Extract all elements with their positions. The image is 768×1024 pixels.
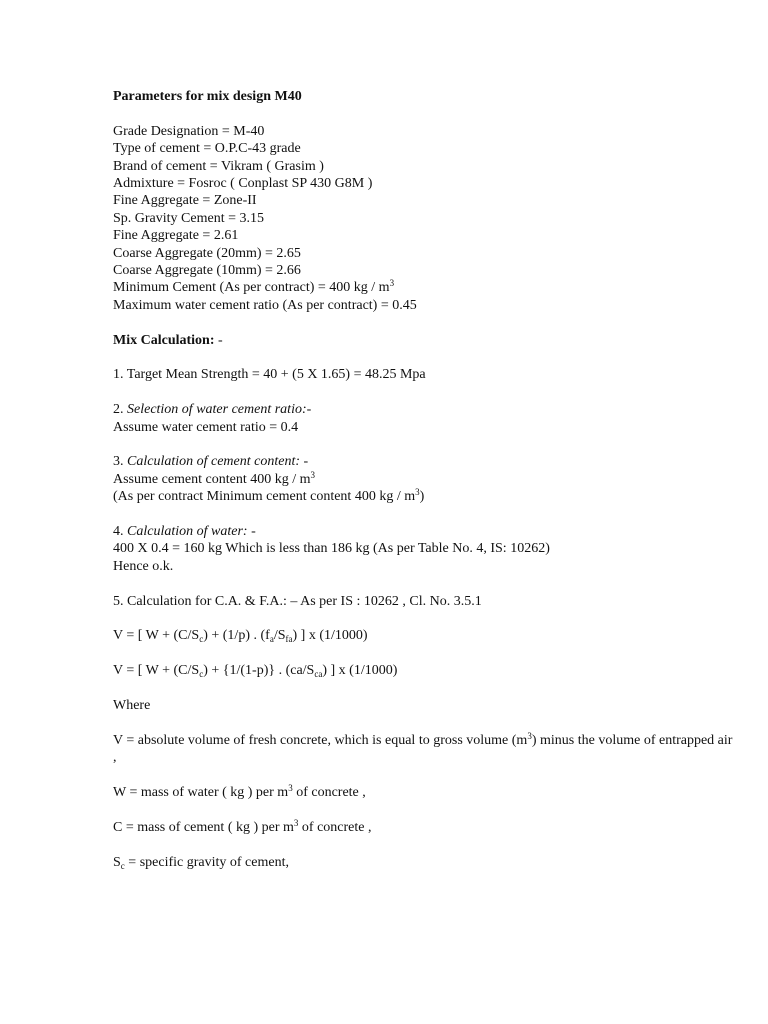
spacer [113,645,733,662]
param-max-wc-ratio: Maximum water cement ratio (As per contract) = 0.45 [113,297,417,313]
step-2-line: Assume water cement ratio = 0.4 [113,419,299,435]
step-number: 4. [113,524,127,540]
param-min-cement [113,279,733,296]
spacer [113,384,733,401]
spacer [113,836,733,853]
mix-calculation-dash: - [214,332,223,348]
spacer [113,436,733,453]
eq-part: V = [ W + (C/S [113,628,200,644]
parameter-list [113,123,733,314]
closing-paren: ) [419,489,425,505]
subscript: ca [314,669,323,680]
definition-text: S [113,854,121,870]
mix-calculation-heading [113,332,733,349]
eq-part: /S [273,628,286,644]
superscript: 3 [415,487,420,498]
step-1-target-strength: 1. Target Mean Strength = 40 + (5 X 1.65) = 48.25 Mpa [113,367,426,383]
param-grade: Grade Designation = M-40 [113,123,265,139]
param-fine-aggregate-zone: Fine Aggregate = Zone-II [113,193,257,209]
superscript: 3 [293,817,299,828]
superscript: 3 [288,783,293,794]
param-sg-coarse-10mm: Coarse Aggregate (10mm) = 2.66 [113,263,301,279]
superscript: 3 [310,469,316,480]
subscript: c [199,634,204,645]
spacer [113,610,733,627]
definition-text: of concrete , [298,819,372,835]
step-suffix: - [300,454,309,470]
step-title: Calculation of water: [127,524,248,540]
eq-part: ) + {1/(1-p)} . (ca/S [203,663,315,679]
equation-1 [113,627,733,644]
param-cement-brand: Brand of cement = Vikram ( Grasim ) [113,158,324,174]
definition-text: ) minus the volume of entrapped air , [113,732,733,766]
spacer [113,349,733,366]
param-cement-type: Type of cement = O.P.C-43 grade [113,141,301,157]
param-admixture: Admixture = Fosroc ( Conplast SP 430 G8M ) [113,176,373,192]
param-min-cement-text: Minimum Cement (As per contract) = 400 kg / m [113,280,390,296]
step-4-heading [113,523,733,540]
step-suffix: - [306,402,312,418]
step-3-line-1-text: Assume cement content 400 kg / m [113,471,311,487]
step-2-heading [113,401,733,418]
spacer [113,801,733,818]
definition-w [113,784,733,801]
step-4-line-1: 400 X 0.4 = 160 kg Which is less than 186 kg (As per Table No. 4, IS: 10262) [113,541,550,557]
step-suffix: - [247,524,256,540]
eq-part: ) ] x (1/1000) [292,628,368,644]
step-title: Selection of water cement ratio: [127,402,307,418]
definition-v [113,732,733,767]
param-sg-cement: Sp. Gravity Cement = 3.15 [113,210,264,226]
eq-part: ) ] x (1/1000) [322,663,398,679]
step-title: Calculation of cement content: [127,454,301,470]
spacer [113,575,733,592]
definition-text: of concrete , [292,785,366,801]
subscript: c [120,860,125,871]
spacer [113,767,733,784]
definition-sc [113,854,733,871]
eq-part: ) + (1/p) . (f [203,628,270,644]
subscript: fa [285,634,293,645]
step-3-heading [113,453,733,470]
definition-text: V = absolute volume of fresh concrete, which is equal to gross volume (m [113,732,528,748]
spacer [113,680,733,697]
step-4-line-2: Hence o.k. [113,558,174,574]
param-sg-fine-aggregate: Fine Aggregate = 2.61 [113,228,239,244]
step-3-line-1 [113,471,733,488]
superscript: 3 [389,278,395,289]
step-3-line-2 [113,488,733,505]
definition-text: W = mass of water ( kg ) per m [113,785,289,801]
document-page [113,88,733,871]
definition-c [113,819,733,836]
mix-calculation-title: Mix Calculation: [113,332,215,348]
spacer [113,314,733,331]
spacer [113,506,733,523]
definition-text: C = mass of cement ( kg ) per m [113,819,294,835]
equation-2 [113,662,733,679]
step-number: 3. [113,454,127,470]
eq-part: V = [ W + (C/S [113,663,200,679]
step-3-line-2-text: (As per contract Minimum cement content 400 kg / m [113,489,416,505]
step-5-heading: 5. Calculation for C.A. & F.A.: – As per IS : 10262 , Cl. No. 3.5.1 [113,593,482,609]
definition-text: = specific gravity of cement, [124,854,289,870]
where-label: Where [113,698,151,714]
document-heading: Parameters for mix design M40 [113,89,302,104]
superscript: 3 [527,730,532,741]
step-number: 2. [113,402,127,418]
subscript: a [269,634,274,645]
spacer [113,714,733,731]
subscript: c [199,669,204,680]
param-sg-coarse-20mm: Coarse Aggregate (20mm) = 2.65 [113,245,301,261]
spacer [113,105,733,122]
